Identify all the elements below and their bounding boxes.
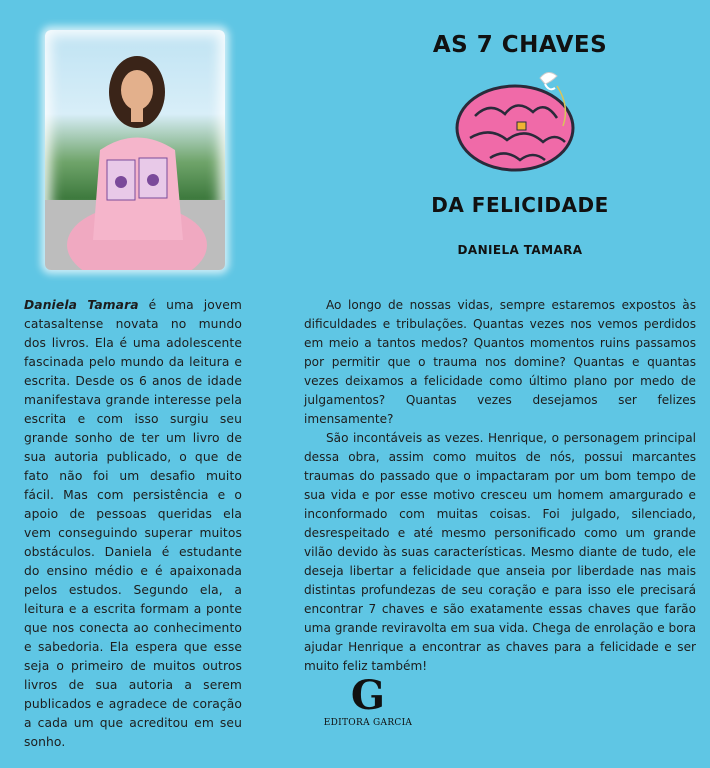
bio-text: é uma jovem catasaltense novata no mundo dos livros. Ela é uma adolescente fascinada pelo mundo da leitura e escrita. Desde os 6 anos de idade manifestava grande interesse pela escrita e com isso surgiu seu grande sonho de ter um livro de sua autoria publicado, o que de fato não foi um desafio muito fácil. Mas com persistência e o apoio de pessoas queridas ela vem conseguindo superar muitos obstáculos. Daniela é estudante do ensino médio e é apaixonada pelos estudos. Segundo ela, a leitura e a escrita formam a ponte que nos conecta ao conhecimento e sabedoria. Ela espera que esse seja o primeiro de muitos outros livros de sua autoria a serem publicados e agradece de coração a cada um que acreditou em seu sonho. [24, 298, 242, 749]
author-photo-illustration [45, 30, 225, 270]
synopsis-paragraph-1: Ao longo de nossas vidas, sempre estaremos expostos às dificuldades e tribulações. Quantas vezes nos vemos perdidos em meio a tantos medos? Quantos momentos ruins passamos por permitir que o trauma nos domine? Quantas e quantas vezes deixamos a felicidade como último plano por medo de julgamentos? Quantas vezes desejamos ser felizes imensamente? [304, 298, 696, 426]
publisher-name: EDITORA GARCIA [323, 718, 413, 728]
bio-author-name: Daniela Tamara [24, 298, 139, 312]
author-bio [24, 296, 242, 752]
book-title-line1: AS 7 CHAVES [432, 32, 608, 58]
publisher-logo-letter: G [350, 672, 386, 719]
book-title-line2: DA FELICIDADE [431, 193, 609, 217]
book-synopsis [304, 296, 696, 676]
brain-with-keys-icon [445, 66, 595, 176]
publisher-logo [318, 672, 418, 728]
author-photo [45, 30, 225, 270]
cover-author-name: DANIELA TAMARA [457, 243, 583, 257]
synopsis-paragraph-2: São incontáveis as vezes. Henrique, o personagem principal dessa obra, assim como muitos de nós, possui marcantes traumas do passado que o impactaram por um bom tempo de sua vida e por esse motivo cresceu um homem amargurado e inconformado com muitas coisas. Foi julgado, silenciado, desrespeitado e até mesmo personificado como um grande vilão devido às suas características. Mesmo diante de tudo, ele deseja libertar a felicidade que anseia por liberdade nas mais distintas profundezas de seu coração e para isso ele precisará encontrar 7 chaves e são exatamente essas chaves que farão uma grande reviravolta em sua vida. Chega de enrolação e bora ajudar Henrique a encontrar as chaves para a felicidade e ser muito feliz também! [304, 431, 696, 673]
